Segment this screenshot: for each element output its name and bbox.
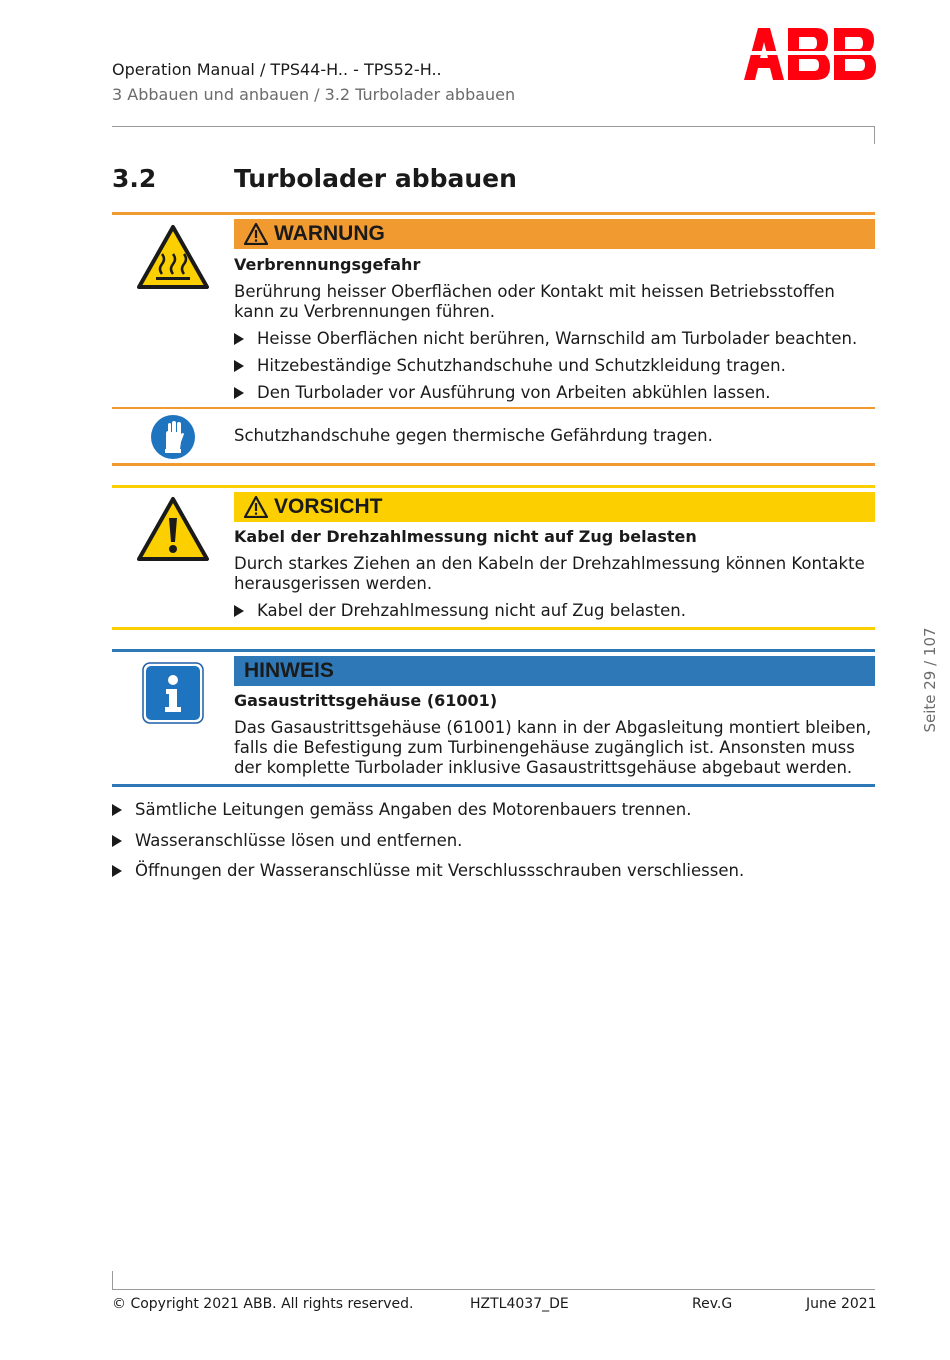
warning-bullet-3: Den Turbolader vor Ausführung von Arbeiten abkühlen lassen.: [234, 383, 771, 402]
step-3: Öffnungen der Wasseranschlüsse mit Verschlussschrauben verschliessen.: [112, 861, 744, 880]
footer-copyright: © Copyright 2021 ABB. All rights reserved.: [112, 1296, 414, 1312]
caution-bullet-1: Kabel der Drehzahlmessung nicht auf Zug belasten.: [234, 601, 686, 620]
warning-top-rule: [112, 212, 875, 215]
footer-doc-id: HZTL4037_DE: [470, 1296, 569, 1312]
hot-surface-warning-icon: [136, 224, 210, 294]
page-number-label: Seite 29 / 107: [921, 627, 939, 733]
warning-bottom-rule: [112, 463, 875, 466]
step-1: Sämtliche Leitungen gemäss Angaben des Motorenbauers trennen.: [112, 800, 692, 819]
caution-label-bar: [234, 492, 875, 522]
caution-triangle-icon: [244, 496, 268, 518]
notice-text-line2: falls die Befestigung zum Turbinengehäuse zugänglich ist. Ansonsten muss: [234, 738, 855, 757]
warning-text-line1: Berührung heisser Oberflächen oder Kontakt mit heissen Betriebsstoffen: [234, 282, 835, 301]
bullet-arrow-icon: [112, 804, 122, 816]
section-title: Turbolader abbauen: [234, 164, 517, 193]
bullet-arrow-icon: [234, 387, 244, 399]
warning-bullet-1: Heisse Oberflächen nicht berühren, Warnschild am Turbolader beachten.: [234, 329, 857, 348]
warning-bullet-2: Hitzebeständige Schutzhandschuhe und Schutzkleidung tragen.: [234, 356, 786, 375]
notice-label: HINWEIS: [244, 659, 334, 682]
footer-divider-tick: [112, 1271, 113, 1289]
step-2: Wasseranschlüsse lösen und entfernen.: [112, 831, 462, 850]
footer-divider: [112, 1289, 875, 1290]
warning-label-bar: [234, 219, 875, 249]
caution-bottom-rule: [112, 627, 875, 630]
warning-text-line2: kann zu Verbrennungen führen.: [234, 302, 496, 321]
general-warning-icon: [136, 496, 210, 566]
notice-text-line3: der komplette Turbolader inklusive Gasaustrittsgehäuse abgebaut werden.: [234, 758, 853, 777]
notice-label-bar: [234, 656, 875, 686]
header-breadcrumb: 3 Abbauen und anbauen / 3.2 Turbolader abbauen: [112, 85, 516, 104]
bullet-arrow-icon: [234, 360, 244, 372]
ppe-instruction: Schutzhandschuhe gegen thermische Gefährdung tragen.: [234, 426, 713, 445]
caution-text-line1: Durch starkes Ziehen an den Kabeln der Drehzahlmessung können Kontakte: [234, 554, 865, 573]
notice-top-rule: [112, 649, 875, 652]
protective-gloves-icon: [150, 414, 196, 464]
bullet-arrow-icon: [234, 605, 244, 617]
bullet-arrow-icon: [234, 333, 244, 345]
notice-bottom-rule: [112, 784, 875, 787]
warning-mid-rule: [112, 407, 875, 409]
caution-text-line2: herausgerissen werden.: [234, 574, 433, 593]
footer-date: June 2021: [806, 1296, 877, 1312]
bullet-arrow-icon: [112, 835, 122, 847]
section-number: 3.2: [112, 164, 157, 193]
info-icon: [142, 662, 204, 728]
caution-subhead: Kabel der Drehzahlmessung nicht auf Zug belasten: [234, 527, 697, 546]
abb-logo: [742, 28, 876, 80]
header-divider: [112, 126, 875, 127]
caution-top-rule: [112, 485, 875, 488]
notice-subhead: Gasaustrittsgehäuse (61001): [234, 691, 498, 710]
header-divider-tick: [874, 126, 875, 144]
bullet-arrow-icon: [112, 865, 122, 877]
warning-subhead: Verbrennungsgefahr: [234, 255, 421, 274]
warning-label: WARNUNG: [274, 222, 385, 245]
footer-revision: Rev.G: [692, 1296, 733, 1312]
warning-triangle-icon: [244, 223, 268, 245]
caution-label: VORSICHT: [274, 495, 383, 518]
header-document-title: Operation Manual / TPS44-H.. - TPS52-H..: [112, 60, 442, 79]
notice-text-line1: Das Gasaustrittsgehäuse (61001) kann in der Abgasleitung montiert bleiben,: [234, 718, 872, 737]
